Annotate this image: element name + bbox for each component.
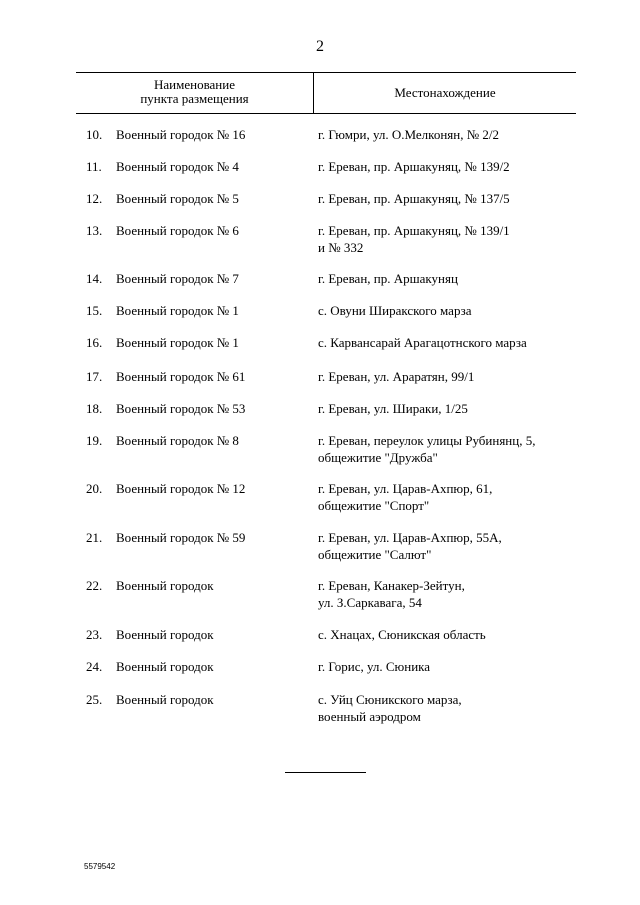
row-number: 20.	[86, 481, 103, 496]
row-number: 14.	[86, 271, 103, 286]
row-location	[318, 270, 458, 287]
table-header	[76, 72, 576, 114]
row-number: 17.	[86, 369, 103, 384]
row-location-line2: и № 332	[318, 240, 364, 255]
header-name-column	[76, 78, 313, 106]
row-name: Военный городок № 61	[116, 369, 246, 384]
row-location	[318, 190, 510, 207]
row-name: Военный городок № 7	[116, 271, 239, 286]
row-name: Военный городок № 4	[116, 159, 239, 174]
row-location-line1: с. Хнацах, Сюникская область	[318, 627, 486, 642]
row-number: 21.	[86, 530, 103, 545]
row-location-line1: г. Ереван, пр. Аршакуняц	[318, 271, 458, 286]
row-number: 25.	[86, 692, 103, 707]
row-location-line1: г. Ереван, ул. Араратян, 99/1	[318, 369, 475, 384]
row-number: 18.	[86, 401, 103, 416]
row-location	[318, 222, 510, 256]
row-number: 10.	[86, 127, 103, 142]
row-number: 23.	[86, 627, 103, 642]
row-location-line1: г. Ереван, переулок улицы Рубинянц, 5,	[318, 433, 536, 448]
row-location-line1: г. Ереван, ул. Царав-Ахпюр, 61,	[318, 481, 493, 496]
row-location-line1: г. Горис, ул. Сюника	[318, 659, 431, 674]
header-name-line2: пункта размещения	[140, 91, 249, 106]
row-location	[318, 400, 468, 417]
row-location-line2: военный аэродром	[318, 709, 421, 724]
row-name: Военный городок № 16	[116, 127, 246, 142]
row-name: Военный городок № 12	[116, 481, 246, 496]
row-location	[318, 691, 462, 725]
row-location-line1: с. Овуни Ширакского марза	[318, 303, 472, 318]
header-name-line1: Наименование	[154, 77, 235, 92]
row-number: 24.	[86, 659, 103, 674]
row-location-line1: г. Ереван, Канакер-Зейтун,	[318, 578, 465, 593]
row-name: Военный городок № 1	[116, 303, 239, 318]
row-location-line2: общежитие "Салют"	[318, 547, 432, 562]
row-number: 16.	[86, 335, 103, 350]
row-location	[318, 577, 465, 611]
row-location	[318, 480, 492, 514]
row-location	[318, 626, 486, 643]
row-location	[318, 529, 502, 563]
row-number: 13.	[86, 223, 103, 238]
row-name: Военный городок	[116, 659, 214, 674]
row-location	[318, 432, 535, 466]
end-of-document-line	[285, 772, 366, 773]
row-location-line1: с. Карвансарай Арагацотнского марза	[318, 335, 527, 350]
row-name: Военный городок № 5	[116, 191, 239, 206]
row-location-line1: г. Ереван, ул. Царав-Ахпюр, 55А,	[318, 530, 502, 545]
row-location	[318, 658, 430, 675]
row-location-line1: г. Ереван, пр. Аршакуняц, № 139/2	[318, 159, 510, 174]
row-number: 11.	[86, 159, 102, 174]
row-location	[318, 158, 510, 175]
document-code: 5579542	[84, 862, 116, 871]
row-name: Военный городок	[116, 627, 214, 642]
row-location-line1: г. Ереван, пр. Аршакуняц, № 139/1	[318, 223, 510, 238]
row-location	[318, 334, 527, 351]
row-number: 12.	[86, 191, 103, 206]
row-number: 22.	[86, 578, 103, 593]
row-location-line1: г. Ереван, ул. Шираки, 1/25	[318, 401, 468, 416]
row-name: Военный городок № 1	[116, 335, 239, 350]
row-location-line1: г. Гюмри, ул. О.Мелконян, № 2/2	[318, 127, 499, 142]
row-name: Военный городок № 6	[116, 223, 239, 238]
row-location	[318, 368, 474, 385]
row-location-line2: ул. З.Саркавага, 54	[318, 595, 422, 610]
header-location-column: Местонахождение	[394, 85, 496, 100]
row-name: Военный городок № 53	[116, 401, 246, 416]
row-name: Военный городок	[116, 692, 214, 707]
row-location-line1: г. Ереван, пр. Аршакуняц, № 137/5	[318, 191, 510, 206]
row-location-line1: с. Уйц Сюникского марза,	[318, 692, 462, 707]
row-number: 15.	[86, 303, 103, 318]
row-location-line2: общежитие "Дружба"	[318, 450, 438, 465]
row-number: 19.	[86, 433, 103, 448]
row-name: Военный городок № 8	[116, 433, 239, 448]
row-name: Военный городок	[116, 578, 214, 593]
row-name: Военный городок № 59	[116, 530, 246, 545]
row-location	[318, 302, 472, 319]
page-number: 2	[316, 38, 324, 55]
row-location-line2: общежитие "Спорт"	[318, 498, 430, 513]
row-location	[318, 126, 499, 143]
